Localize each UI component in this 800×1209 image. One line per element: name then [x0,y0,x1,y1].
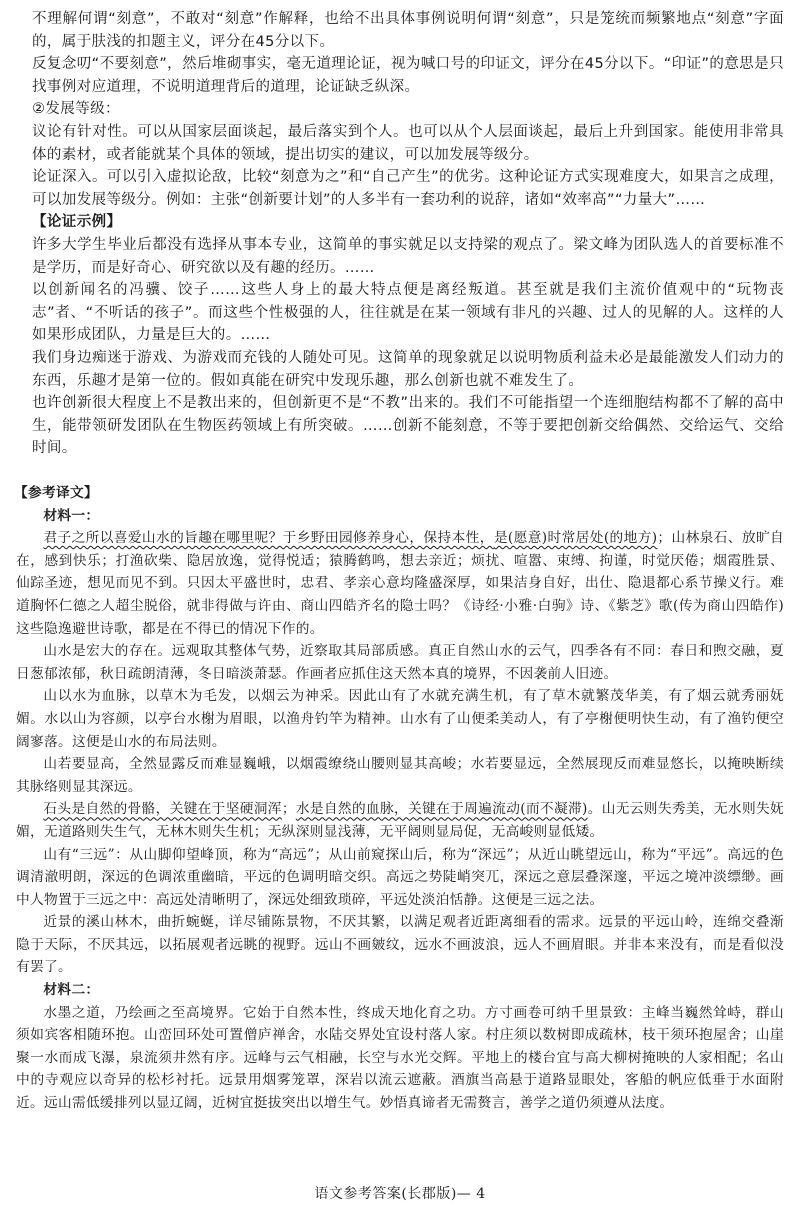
translation-paragraph: 山以水为血脉，以草木为毛发，以烟云为神采。因此山有了水就充满生机，有了草木就繁茂华美，有了烟云就秀丽妩媚。水以山为容颜，以亭台水榭为眉眼，以渔舟钓竿为精神。山水有了山便柔美动人，有了亭榭便明快生动，有了渔钓便空阔寥落。这便是山水的布局法则。 [16,688,784,750]
paragraph-text: 。山无云则失秀美，无水则失妩媚，无道路则失生气，无林木则失生机；无纵深则显浅薄，无平阔则显局促，无高峻则显低矮。 [16,801,784,840]
paragraph-text: ；山林泉石、放旷自在，感到快乐；打渔砍柴、隐居放逸，觉得悦适；猿腾鹤鸣，想去亲近；烦扰、喧嚣、束缚、拘谨，时觉厌倦；烟霞胜景、仙踪圣迹，想见而见不到。只因太平盛世时，忠君、孝亲心意均隆盛深厚，如果洁身自好，出仕、隐退都心系节操义行。难道胸怀仁德之人超尘脱俗，就非得做与许由、商山四皓齐名的隐士吗？《诗经·小雅·白驹》诗、《紫芝》歌(传为商山四皓作)这些隐逸避世诗歌，都是在不得已的情况下作的。 [16,530,785,637]
translation-paragraph: 山若要显高，全然显露反而难显巍峨，以烟霞缭绕山腰则显其高峻；水若要显远，全然展现反而难显悠长，以掩映断续其脉络则显其深远。 [16,756,784,795]
paragraph-text: ； [281,801,296,818]
translation-paragraph: 水墨之道，乃绘画之至高境界。它始于自然本性，终成天地化育之功。方寸画卷可纳千里景致：主峰当巍然耸峙，群山须如宾客相随环抱。山峦回环处可置僧庐禅舍，水陆交界处宜设村落人家。村庄须以数树即成疏林，枝干须环抱屋舍；山崖聚一水而成飞瀑，泉流须井然有序。远峰与云气相融，长空与水光交辉。平地上的楼台宜与高大柳树掩映的人家相配；名山中的寺观应以奇异的松杉衬托。远景用烟雾笼罩，深岩以流云遮蔽。酒旗当高悬于道路显眼处，客船的帆应低垂于水面附近。远山需低缓排列以显辽阔，近树宜挺拔突出以增生气。妙悟真谛者无需赘言，善学之道仍须遵从法度。 [16,1004,784,1112]
grading-paragraph: 论证深入。可以引入虚拟论敌，比较“刻意为之”和“自己产生”的优劣。这种论证方式实现难度大，如果言之成理，可以加发展等级分。例如：主张“创新要计划”的人多半有一套功利的说辞，诸如“效率高”“力量大”…… [32,169,784,208]
translation-paragraph: 山水是宏大的存在。远观取其整体气势，近察取其局部质感。真正自然山水的云气，四季各有不同：春日和煦交融，夏日葱郁浓郁，秋日疏朗清薄，冬日暗淡萧瑟。作画者应抓住这天然本真的境界，不因袭前人旧迹。 [16,643,784,682]
grading-paragraph: 不理解何谓“刻意”，不敢对“刻意”作解释，也给不出具体事例说明何谓“刻意”，只是笼统而频繁地点“刻意”字面的，属于肤浅的扣题主义，评分在45分以下。 [32,11,784,50]
grading-paragraph: 反复念叨“不要刻意”，然后堆砌事实，毫无道理论证，视为喊口号的印证文，评分在45分以下。“印证”的意思是只找事例对应道理，不说明道理背后的道理，论证缺乏纵深。 [32,56,784,95]
argument-example-heading: 【论证示例】 [32,214,122,231]
translation-paragraph: 山有“三远”：从山脚仰望峰顶，称为“高远”；从山前窥探山后，称为“深远”；从近山眺望远山，称为“平远”。高远的色调清澈明朗，深远的色调浓重幽暗，平远的色调明暗交织。高远之势陡峭突兀，深远之意层叠深邃，平远之境冲淡缥缈。画中人物置于三远之中：高远处清晰明了，深远处细致琐碎，平远处淡泊恬静。这便是三远之法。 [16,846,784,908]
underlined-text: 是(愿意)时常居处(的地方) [493,530,658,547]
example-paragraph: 以创新闻名的冯骥、饺子……这些人身上的最大特点便是离经叛道。甚至就是我们主流价值观中的“玩物丧志”者、“不听话的孩子”。而这些个性极强的人，往往就是在某一领域有非凡的兴趣、过人的见解的人。这样的人如果形成团队，力量是巨大的。…… [32,282,784,344]
material-one-title: 材料一： [43,507,100,524]
translation-paragraph: 近景的溪山林木，曲折蜿蜒，详尽铺陈景物，不厌其繁，以满足观者近距离细看的需求。远景的平远山岭，连绵交叠渐隐于天际，不厌其远，以拓展观者远眺的视野。远山不画皴纹，远水不画波浪，远人不画眉眼。并非本来没有，而是看似没有罢了。 [16,914,784,976]
example-paragraph: 也许创新很大程度上不是教出来的，但创新更不是“不教”出来的。我们不可能指望一个连细胞结构都不了解的高中生，能带领研发团队在生物医药领域上有所突破。……创新不能刻意，不等于要把创新交给偶然、交给运气、交给时间。 [32,395,784,457]
underlined-text: 水是自然的血脉，关键在于周遍流动(而不凝滞) [295,801,588,818]
page-footer: 语文参考答案(长郡版)— 4 [314,1186,486,1202]
grading-paragraph: 议论有针对性。可以从国家层面谈起，最后落实到个人。也可以从个人层面谈起，最后上升到国家。能使用非常具体的素材，或者能就某个具体的领域，提出切实的建议，可以加发展等级分。 [32,123,784,163]
example-paragraph: 许多大学生毕业后都没有选择从事本专业，这简单的事实就足以支持梁的观点了。梁文峰为团队选人的首要标准不是学历，而是好奇心、研究欲以及有趣的经历。…… [32,236,784,276]
underlined-text: 石头是自然的骨骼，关键在于坚硬洞浑 [43,801,282,818]
development-level-heading: ②发展等级： [32,101,120,118]
grading-section [32,8,784,460]
reference-translation-heading: 【参考译文】 [14,485,98,501]
underlined-text: 君子之所以喜爱山水的旨趣在哪里呢？于乡野田园修养身心，保持本性， [43,530,494,547]
material-two-title: 材料二： [43,982,100,999]
translation-paragraph [16,527,784,640]
example-paragraph: 我们身边痴迷于游戏、为游戏而充钱的人随处可见。这简单的现象就足以说明物质利益未必是最能激发人们动力的东西，乐趣才是第一位的。假如真能在研究中发现乐趣，那么创新也就不难发生了。 [32,349,784,389]
translation-paragraph [16,798,784,843]
translation-section [16,482,784,1115]
